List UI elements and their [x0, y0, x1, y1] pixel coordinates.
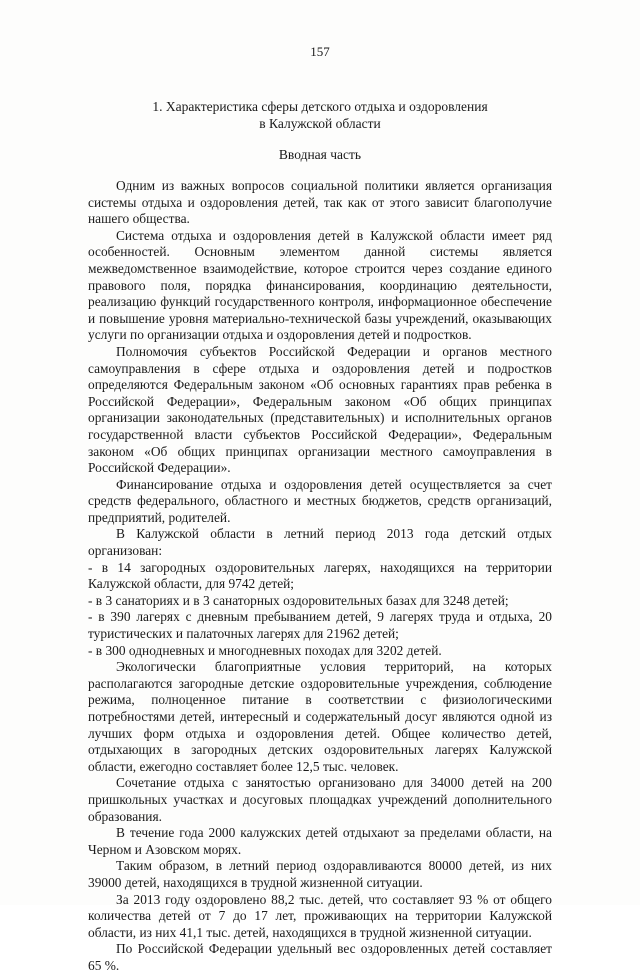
list-item: - в 390 лагерях с дневным пребыванием детей, 9 лагерях труда и отдыха, 20 туристических и палаточных лагерях для 21962 детей; — [88, 609, 552, 642]
paragraph: Финансирование отдыха и оздоровления детей осуществляется за счет средств федерального, областного и местных бюджетов, средств организаций, предприятий, родителей. — [88, 476, 552, 525]
paragraph: По Российской Федерации удельный вес оздоровленных детей составляет 65 %. — [88, 941, 552, 973]
paragraph: Сочетание отдыха с занятостью организовано для 34000 детей на 200 пришкольных участках и досуговых площадках учреждений дополнительного образования. — [88, 775, 552, 824]
list-item: - в 3 санаториях и в 3 санаторных оздоровительных базах для 3248 детей; — [88, 592, 509, 608]
page-number: 157 — [310, 44, 330, 59]
subsection-title: Вводная часть — [278, 147, 362, 162]
paragraph: В Калужской области в летний период 2013 года детский отдых организован: — [88, 526, 552, 559]
paragraph: Таким образом, в летний период оздоравливаются 80000 детей, из них 39000 детей, находящихся в трудной жизненной ситуации. — [88, 858, 552, 890]
paragraph: За 2013 году оздоровлено 88,2 тыс. детей, что составляет 93 % от общего количества детей от 7 до 17 лет, проживающих на территории Калужской области, из них 41,1 тыс. детей, находящихся в трудной жизненной ситуации. — [88, 891, 552, 940]
section-title-line-2: в Калужской области — [259, 116, 381, 131]
paragraph: Одним из важных вопросов социальной политики является организация системы отдыха и оздоровления детей, так как от этого зависит благополучие нашего общества. — [88, 178, 552, 227]
section-title — [90, 98, 550, 132]
paragraph: Экологически благоприятные условия территорий, на которых располагаются загородные детские оздоровительные учреждения, соблюдение режима, полноценное питание в соответствии с физиологическими потребностями детей, интересный и содержательный досуг являются одной из лучших форм отдыха и оздоровления детей. Общее количество детей, отдыхающих в загородных детских оздоровительных лагерях Калужской области, ежегодно составляет более 12,5 тыс. человек. — [88, 659, 552, 774]
paragraph: В течение года 2000 калужских детей отдыхают за пределами области, на Черном и Азовском морях. — [88, 825, 552, 857]
paragraph: Система отдыха и оздоровления детей в Калужской области имеет ряд особенностей. Основным элементом данной системы является межведомственное взаимодействие, которое строится через создание единого правового поля, порядка финансирования, координацию деятельности, реализацию функций государственного контроля, информационное обеспечение и повышение уровня материально-технической базы учреждений, оказывающих услуги по организации отдыха и оздоровления детей и подростков. — [88, 227, 552, 343]
paragraph: Полномочия субъектов Российской Федерации и органов местного самоуправления в сфере отдыха и оздоровления детей и подростков определяются Федеральным законом «Об основных гарантиях прав ребенка в Российской Федерации», Федеральным законом «Об общих принципах организации законодательных (представительных) и исполнительных органов государственной власти субъектов Российской Федерации», Федеральным законом «Об общих принципах организации местного самоуправления в Российской Федерации». — [88, 343, 552, 476]
body-text — [88, 178, 552, 975]
section-title-line-1: 1. Характеристика сферы детского отдыха и оздоровления — [152, 99, 488, 114]
list-item: - в 14 загородных оздоровительных лагерях, находящихся на территории Калужской области, для 9742 детей; — [88, 559, 552, 592]
list-item: - в 300 однодневных и многодневных походах для 3202 детей. — [88, 642, 442, 658]
